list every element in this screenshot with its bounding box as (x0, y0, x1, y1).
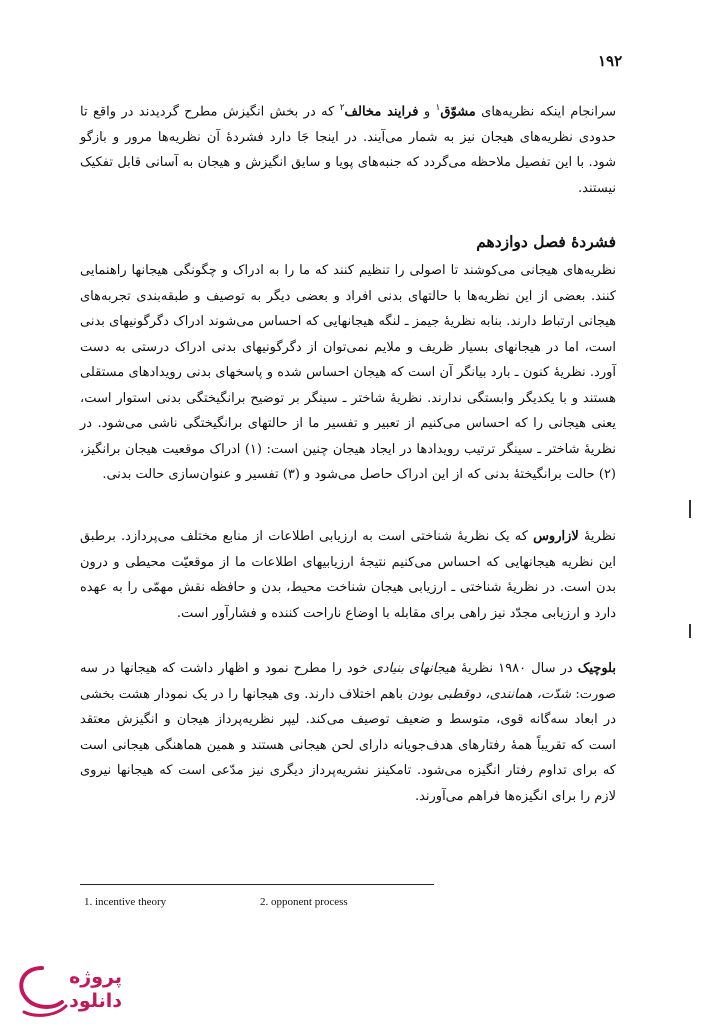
watermark-line-2: دانلود (69, 990, 122, 1012)
p3-text-1: نظریهٔ (578, 529, 616, 544)
intro-text-1: سرانجام اینکه نظریه‌های (475, 104, 617, 120)
name-plutchik: بلوچیک (577, 661, 616, 676)
watermark-line-1: پروژه (69, 966, 122, 988)
summary-paragraph-2 (80, 524, 616, 626)
summary-paragraph-3 (80, 656, 616, 809)
logo-swirl-icon (12, 962, 72, 1020)
term-incentive: مشوّق (440, 104, 476, 120)
footnote-mark-1: ۱ (435, 103, 441, 113)
p4-text-3: باهم اختلاف دارند. وی هیجانها را در یک نمودار هشت بخشی در ابعاد سه‌گانه قوی، متوسط و ضعیف توصیف می‌کند. لیپر نظریه‌پرداز هیجان و انگیزش معتقد است که تقریباً همهٔ رفتارهای هدف‌جویانه دارای لحن هیجانی هستند و همین هماهنگی هیجانی است که برای تداوم رفتار انگیزه می‌شود. تامکینز نشریه‌پرداز دیگری نیز مدّعی است که هیجانها نیروی لازم را برای انگیزه‌ها فراهم می‌آورند. (80, 686, 616, 804)
term-dimensions: شدّت، همانندی، دوقطبی بودن (407, 686, 571, 702)
name-lazarus: لازاروس (533, 529, 579, 544)
term-basic-emotions: هیجانهای بنیادی (372, 661, 456, 676)
intro-text-2: و (418, 104, 436, 120)
margin-mark-bottom (689, 624, 691, 638)
intro-paragraph (80, 96, 616, 201)
footnote-2: 2. opponent process (260, 896, 348, 908)
footnote-1: 1. incentive theory (84, 896, 167, 908)
section-title: فشردهٔ فصل دوازدهم (476, 232, 616, 251)
margin-mark-top (689, 500, 691, 518)
footnote-mark-2: ۲ (339, 103, 345, 113)
p4-text-2: خود را مطرح نمود و اظهار داشت که هیجانها در سه صورت: (80, 661, 616, 702)
watermark-logo (12, 962, 122, 1020)
footnote-divider (80, 884, 434, 885)
p3-text-2: که یک نظریهٔ شناختی است به ارزیابی اطلاعات از منابع مختلف می‌پردازد. برطبق این نظریه هیجانهایی که احساس می‌کنیم نتیجهٔ ارزیابیهای اطلاعات ما از موقعیّت محیطی و درون بدن است. در نظریهٔ شناختی ـ ارزیابی هیجان شناخت محیط، بدن و حافظه نقش مهمّی را به عهده دارد و ارزیابی مجدّد نیز راهی برای مقابله با اوضاع ناراحت کننده و فشارآور است. (80, 529, 616, 621)
summary-paragraph-1: نظریه‌های هیجانی می‌کوشند تا اصولی را تنظیم کنند که ما را به ادراک و چگونگی هیجانها راهنمایی کنند. بعضی از این نظریه‌ها با حالتهای بدنی افراد و بعضی دیگر به توصیف و طبقه‌بندی تجربه‌های هیجانی ارتباط دارند. بنابه نظریهٔ جیمز ـ لنگه هیجانهایی که احساس می‌شوند ادراک دگرگونیهای بدنی است، اما در هیجانهای بسیار ظریف و ملایم نمی‌توان از دگرگونیهای بدنی ادراک درستی به دست آورد. نظریهٔ کنون ـ بارد بیانگر آن است که هیجان احساس شده و پاسخهای بدنی رویدادهای مستقلی هستند و با یکدیگر وابستگی ندارند. نظریهٔ شاختر ـ سینگر بر توضیح برانگیختگی بدنی استوار است، یعنی هیجانی را که احساس می‌کنیم از تعبیر و تفسیر ما از حالتهای برانگیختگی ناشی می‌شود. در نظریهٔ شاختر ـ سینگر ترتیب رویدادها در ایجاد هیجان چنین است: (۱) ادراک موقعیت هیجان برانگیز، (۲) حالت برانگیختهٔ بدنی که از این ادراک حاصل می‌شود و (۳) تفسیر و عنوان‌سازی حالت بدنی. (80, 263, 616, 482)
page-number: ۱۹۲ (598, 52, 623, 70)
intro-text-3: که در بخش انگیزش مطرح گردیدند در واقع تا حدودی نظریه‌های هیجان نیز به شمار می‌آیند. در اینجا جَا دارد فشردهٔ آن نظریه‌ها مرور و بازگو شود. با این تفصیل ملاحظه می‌گردد که جنبه‌های پویا و سایق انگیزش و هیجان به آسانی قابل تفکیک نیستند. (80, 104, 616, 196)
p4-text-1: در سال ۱۹۸۰ نظریهٔ (455, 661, 578, 676)
term-opponent-process: فرایند مخالف (344, 104, 419, 120)
